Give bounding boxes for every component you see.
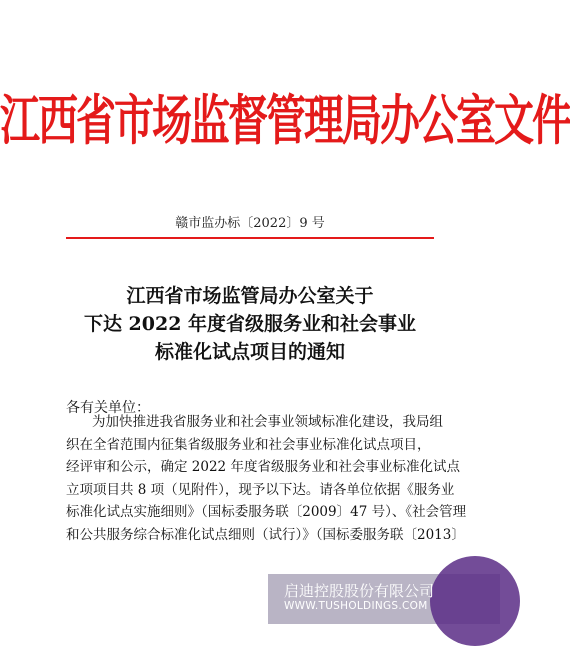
body-line: 为加快推进我省服务业和社会事业领域标准化建设，我局组 [92, 414, 443, 430]
notice-title-line-3: 标准化试点项目的通知 [154, 341, 345, 363]
watermark-logo-icon [430, 556, 520, 646]
salutation: 各有关单位： [66, 400, 150, 416]
notice-title-line-2: 下达 2022 年度省级服务业和社会事业 [83, 313, 417, 335]
body-line: 和公共服务综合标准化试点细则（试行）》（国标委服务联〔2013〕 [66, 526, 465, 543]
document-number: 赣市监办标〔2022〕9 号 [175, 216, 325, 231]
notice-title [0, 282, 500, 366]
body-line: 立项项目共 8 项（见附件），现予以下达。请各单位依据《服务业 [66, 481, 455, 498]
document-header-title: 江西省市场监督管理局办公室文件 [0, 88, 570, 153]
body-line: 经评审和公示，确定 2022 年度省级服务业和社会事业标准化试点 [66, 459, 460, 475]
notice-title-line-1: 江西省市场监管局办公室关于 [126, 285, 374, 307]
red-divider-line [66, 237, 434, 239]
body-paragraph [66, 411, 467, 546]
body-line: 织在全省范围内征集省级服务业和社会事业标准化试点项目， [66, 436, 431, 453]
watermark-url: WWW.TUSHOLDINGS.COM [284, 600, 428, 612]
body-line: 标准化试点实施细则》（国标委服务联〔2009〕47 号）、《社会管理 [66, 504, 467, 520]
watermark-company-name: 启迪控股股份有限公司 [284, 582, 435, 600]
